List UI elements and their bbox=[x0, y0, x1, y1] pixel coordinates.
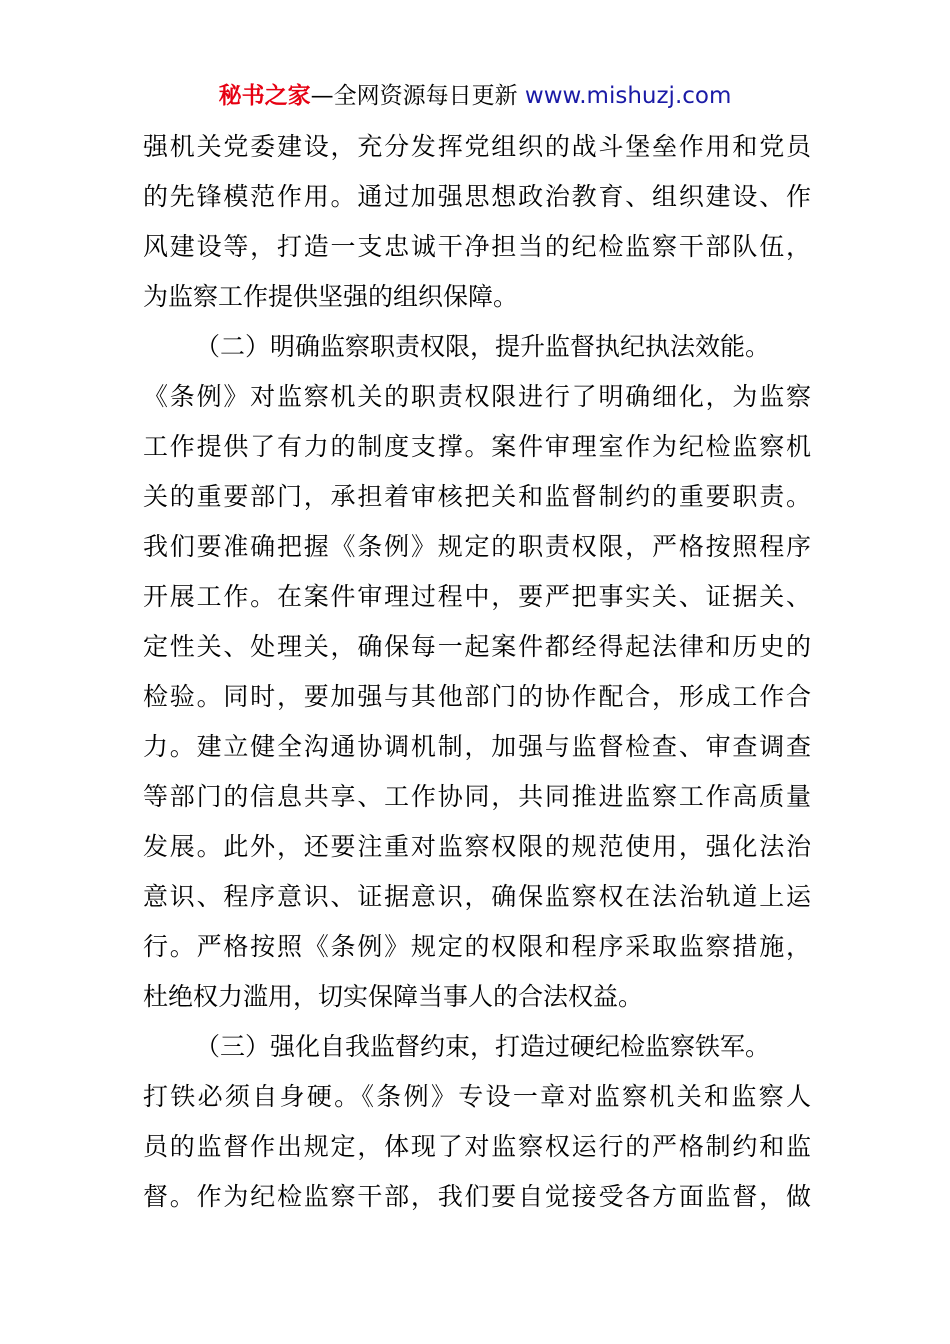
page-header bbox=[0, 78, 950, 114]
text-line: 的先锋模范作用。通过加强思想政治教育、组织建设、作 bbox=[143, 182, 811, 211]
section-heading-line: （三）强化自我监督约束，打造过硬纪检监察铁军。 bbox=[195, 1032, 771, 1061]
text-line: 关的重要部门，承担着审核把关和监督制约的重要职责。 bbox=[143, 482, 811, 511]
text-line: 风建设等，打造一支忠诚干净担当的纪检监察干部队伍， bbox=[143, 232, 811, 261]
text-line: 员的监督作出规定，体现了对监察权运行的严格制约和监 bbox=[143, 1132, 811, 1161]
text-line: 意识、程序意识、证据意识，确保监察权在法治轨道上运 bbox=[143, 882, 811, 911]
header-tagline: —全网资源每日更新 bbox=[310, 83, 525, 109]
text-line: 强机关党委建设，充分发挥党组织的战斗堡垒作用和党员 bbox=[143, 132, 811, 161]
text-line: 等部门的信息共享、工作协同，共同推进监察工作高质量 bbox=[143, 782, 811, 811]
text-line: 工作提供了有力的制度支撑。案件审理室作为纪检监察机 bbox=[143, 432, 811, 461]
text-line: 我们要准确把握《条例》规定的职责权限，严格按照程序 bbox=[143, 532, 811, 561]
text-line: 杜绝权力滥用，切实保障当事人的合法权益。 bbox=[143, 982, 644, 1011]
document-body bbox=[143, 122, 811, 1222]
text-line: 发展。此外，还要注重对监察权限的规范使用，强化法治 bbox=[143, 832, 811, 861]
text-line: 《条例》对监察机关的职责权限进行了明确细化，为监察 bbox=[143, 382, 811, 411]
header-url-link[interactable]: www.mishuzj.com bbox=[524, 83, 732, 109]
header-brand: 秘书之家 bbox=[218, 83, 311, 109]
text-line: 定性关、处理关，确保每一起案件都经得起法律和历史的 bbox=[143, 632, 811, 661]
text-line: 力。建立健全沟通协调机制，加强与监督检查、审查调查 bbox=[143, 732, 811, 761]
text-line: 为监察工作提供坚强的组织保障。 bbox=[143, 282, 519, 311]
text-line: 检验。同时，要加强与其他部门的协作配合，形成工作合 bbox=[143, 682, 811, 711]
text-line: 打铁必须自身硬。《条例》专设一章对监察机关和监察人 bbox=[143, 1082, 811, 1111]
text-line: 开展工作。在案件审理过程中，要严把事实关、证据关、 bbox=[143, 582, 811, 611]
text-line: 行。严格按照《条例》规定的权限和程序采取监察措施， bbox=[143, 932, 811, 961]
text-line: 督。作为纪检监察干部，我们要自觉接受各方面监督，做 bbox=[143, 1182, 811, 1211]
section-heading-line: （二）明确监察职责权限，提升监督执纪执法效能。 bbox=[195, 332, 771, 361]
